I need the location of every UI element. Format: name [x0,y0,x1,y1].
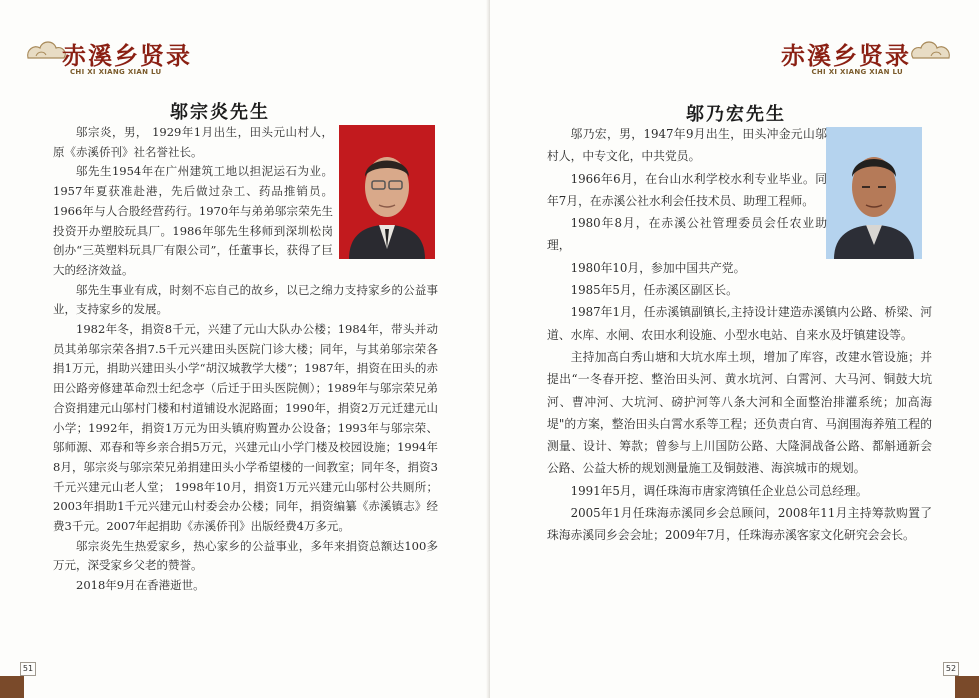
page-number-right: 52 [943,662,959,676]
header-left [24,32,244,78]
paragraph: 邬宗炎先生热爱家乡，热心家乡的公益事业，多年来捐资总额达100多万元，深受家乡父老的赞誉。 [53,538,438,573]
paragraph: 邬乃宏，男，1947年9月出生，田头冲金元山邬村人，中专文化，中共党员。 [547,127,827,164]
book-title: 赤溪乡贤录 [62,41,192,70]
right-page [490,0,979,698]
header-right [743,32,953,78]
paragraph: 1987年1月，任赤溪镇副镇长,主持设计建造赤溪镇内公路、桥梁、河道、水库、水闸、农田水利设施、小型水电站、自来水及圩镇建设等。 [547,305,932,342]
person-name-right: 邬乃宏先生 [686,104,786,125]
paragraph: 1980年8月，在赤溪公社管理委员会任农业助理， [547,216,827,253]
paragraph: 2005年1月任珠海赤溪同乡会总顾问，2008年11月主持筹款购置了珠海赤溪同乡会会址；2009年7月，任珠海赤溪客家文化研究会会长。 [547,506,932,543]
page-corner-decoration [0,676,24,698]
biography-right [547,123,932,547]
paragraph: 1980年10月，参加中国共产党。 [570,260,746,275]
paragraph: 邬先生1954年在广州建筑工地以担泥运石为业。1957年夏获准赴港，先后做过杂工、药品推销员。1966年与人合股经营药行。1970年与弟弟邬宗荣先生投资开办塑胶玩具厂。1986年邬先生移师到深圳松岗创办“三英塑料玩具厂有限公司”，任董事长，获得了巨大的经济效益。 [53,164,333,277]
paragraph: 邬先生事业有成，时刻不忘自己的故乡，以已之绵力支持家乡的公益事业，支持家乡的发展。 [53,282,438,317]
person-name-left: 邬宗炎先生 [170,102,270,123]
paragraph: 邬宗炎，男， 1929年1月出生，田头元山村人，原《赤溪侨刊》社名誉社长。 [53,125,333,159]
paragraph: 1982年冬，捐资8千元，兴建了元山大队办公楼；1984年，带头并动员其弟邬宗荣各捐7.5千元兴建田头医院门诊大楼；同年，与其弟邬宗荣各捐1万元，捐助兴建田头小学“胡汉城教学大楼”；1987年，捐资在田头的赤田公路旁修建革命烈士纪念亭（后迁于田头医院侧）；1989年与邬宗荣兄弟合资捐建元山邬村门楼和村道铺设水泥路面；1990年，捐资2万元迁建元山小学；1992年，捐资1万元为田头镇府购置办公设备；1993年与邬宗荣、邬师源、邓春和等乡亲合捐5万元，兴建元山小学门楼及校园设施；1994年8月，邬宗炎与邬宗荣兄弟捐建田头小学希望楼的一间教室；同年冬，捐资3千元兴建元山老人堂； 1998年10月，捐资1万元兴建元山邬村公共厕所；2003年捐助1千元兴建元山村委会办公楼；同年，捐资编纂《赤溪镇志》经费3千元。2007年起捐助《赤溪侨刊》出版经费4万多元。 [53,322,438,534]
paragraph: 1966年6月，在台山水利学校水利专业毕业。同年7月，在赤溪公社水利会任技术员、助理工程师。 [547,171,827,208]
left-page [0,0,489,698]
biography-left [53,123,438,596]
paragraph: 1991年5月，调任珠海市唐家湾镇任企业总公司总经理。 [570,483,868,498]
cloud-ornament-icon [909,36,953,66]
book-subtitle: CHI XI XIANG XIAN LU [811,68,903,76]
book-title: 赤溪乡贤录 [781,41,911,70]
paragraph: 2018年9月在香港逝世。 [76,578,205,593]
page-corner-decoration [955,676,979,698]
book-subtitle: CHI XI XIANG XIAN LU [70,68,162,76]
paragraph: 主持加高白秀山塘和大坑水库土坝，增加了库容，改建水管设施；并提出“一冬春开挖、整治田头河、黄水坑河、白霄河、大马河、铜鼓大坑河、曹冲河、大坑河、磅护河等八条大河和全面整治排灌系统；加高海堤"的方案，整治田头白霄水系等工程；还负责白宵、马润围海养殖工程的测量、设计、筹款；曾参与上川国防公路、大隆洞战备公路、都斛通新会公路、公益大桥的规划测量施工及铜鼓港、海滨城市的规划。 [547,349,932,476]
paragraph: 1985年5月，任赤溪区副区长。 [570,283,738,298]
page-number-left: 51 [20,662,36,676]
